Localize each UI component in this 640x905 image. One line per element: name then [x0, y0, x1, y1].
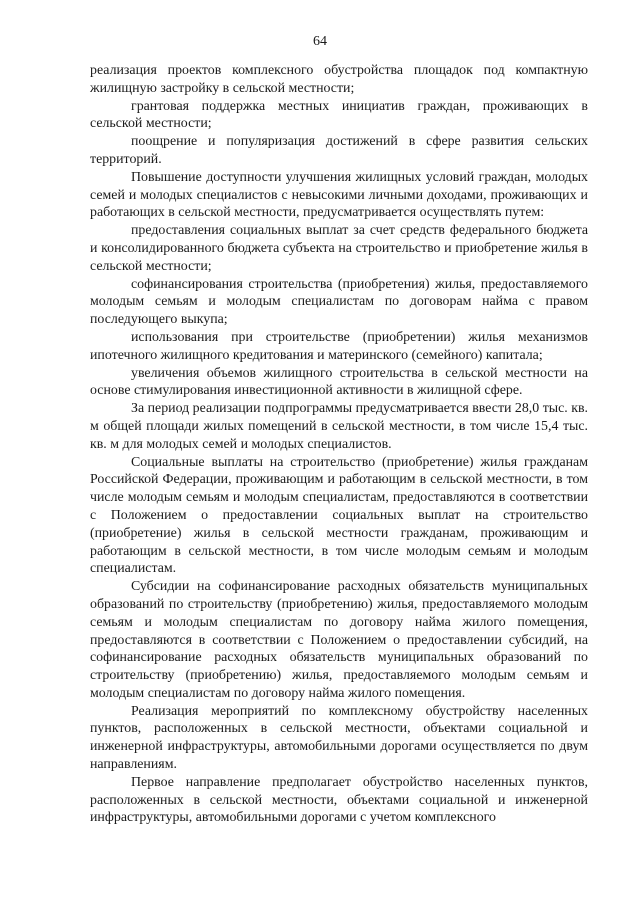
paragraph: За период реализации подпрограммы предусматривается ввести 28,0 тыс. кв. м общей площади жилых помещений в сельской местности, в том числе 15,4 тыс. кв. м для молодых семей и молодых специалистов. [90, 401, 588, 452]
body-text [90, 62, 588, 827]
paragraph: Социальные выплаты на строительство (приобретение) жилья гражданам Российской Федерации, проживающим и работающим в сельской местности, в том числе молодым семьям и молодым специалистам, предоставляются в соответствии с Положением о предоставлении социальных выплат на строительство (приобретение) жилья в сельской местности гражданам, проживающим и работающим в сельской местности, в том числе молодым семьям и молодым специалистам. [90, 454, 588, 577]
paragraph: Субсидии на софинансирование расходных обязательств муниципальных образований по строительству (приобретению) жилья, предоставляемого молодым семьям и молодым специалистам по договору найма жилого помещения, предоставляются в соответствии с Положением о предоставлении субсидий, на софинансирование расходных обязательств муниципальных образований по строительству (приобретению) жилья, предоставляемого молодым семьям и молодым специалистам по договору найма жилого помещения. [90, 579, 588, 701]
paragraph: грантовая поддержка местных инициатив граждан, проживающих в сельской местности; [90, 98, 588, 132]
paragraph: использования при строительстве (приобретении) жилья механизмов ипотечного жилищного кредитования и материнского (семейного) капитала; [90, 329, 588, 363]
paragraph: предоставления социальных выплат за счет средств федерального бюджета и консолидированного бюджета субъекта на строительство и приобретение жилья в сельской местности; [90, 223, 588, 274]
page-number: 64 [313, 34, 327, 49]
paragraph: реализация проектов комплексного обустройства площадок под компактную жилищную застройку в сельской местности; [90, 63, 588, 96]
paragraph: увеличения объемов жилищного строительства в сельской местности на основе стимулирования инвестиционной активности в жилищной сфере. [90, 365, 588, 399]
paragraph: Реализация мероприятий по комплексному обустройству населенных пунктов, расположенных в сельской местности, объектами социальной и инженерной инфраструктуры, автомобильными дорогами осуществляется по двум направлениям. [90, 703, 588, 773]
paragraph: софинансирования строительства (приобретения) жилья, предоставляемого молодым семьям и молодым специалистам по договорам найма с правом последующего выкупа; [90, 276, 588, 328]
paragraph: Повышение доступности улучшения жилищных условий граждан, молодых семей и молодых специалистов с невысокими личными доходами, проживающих и работающих в сельской местности, предусматривается осуществлять путем: [90, 169, 588, 221]
paragraph: поощрение и популяризация достижений в сфере развития сельских территорий. [90, 134, 588, 167]
paragraph: Первое направление предполагает обустройство населенных пунктов, расположенных в сельской местности, объектами социальной и инженерной инфраструктуры, автомобильными дорогами с учетом комплексного [90, 774, 588, 826]
